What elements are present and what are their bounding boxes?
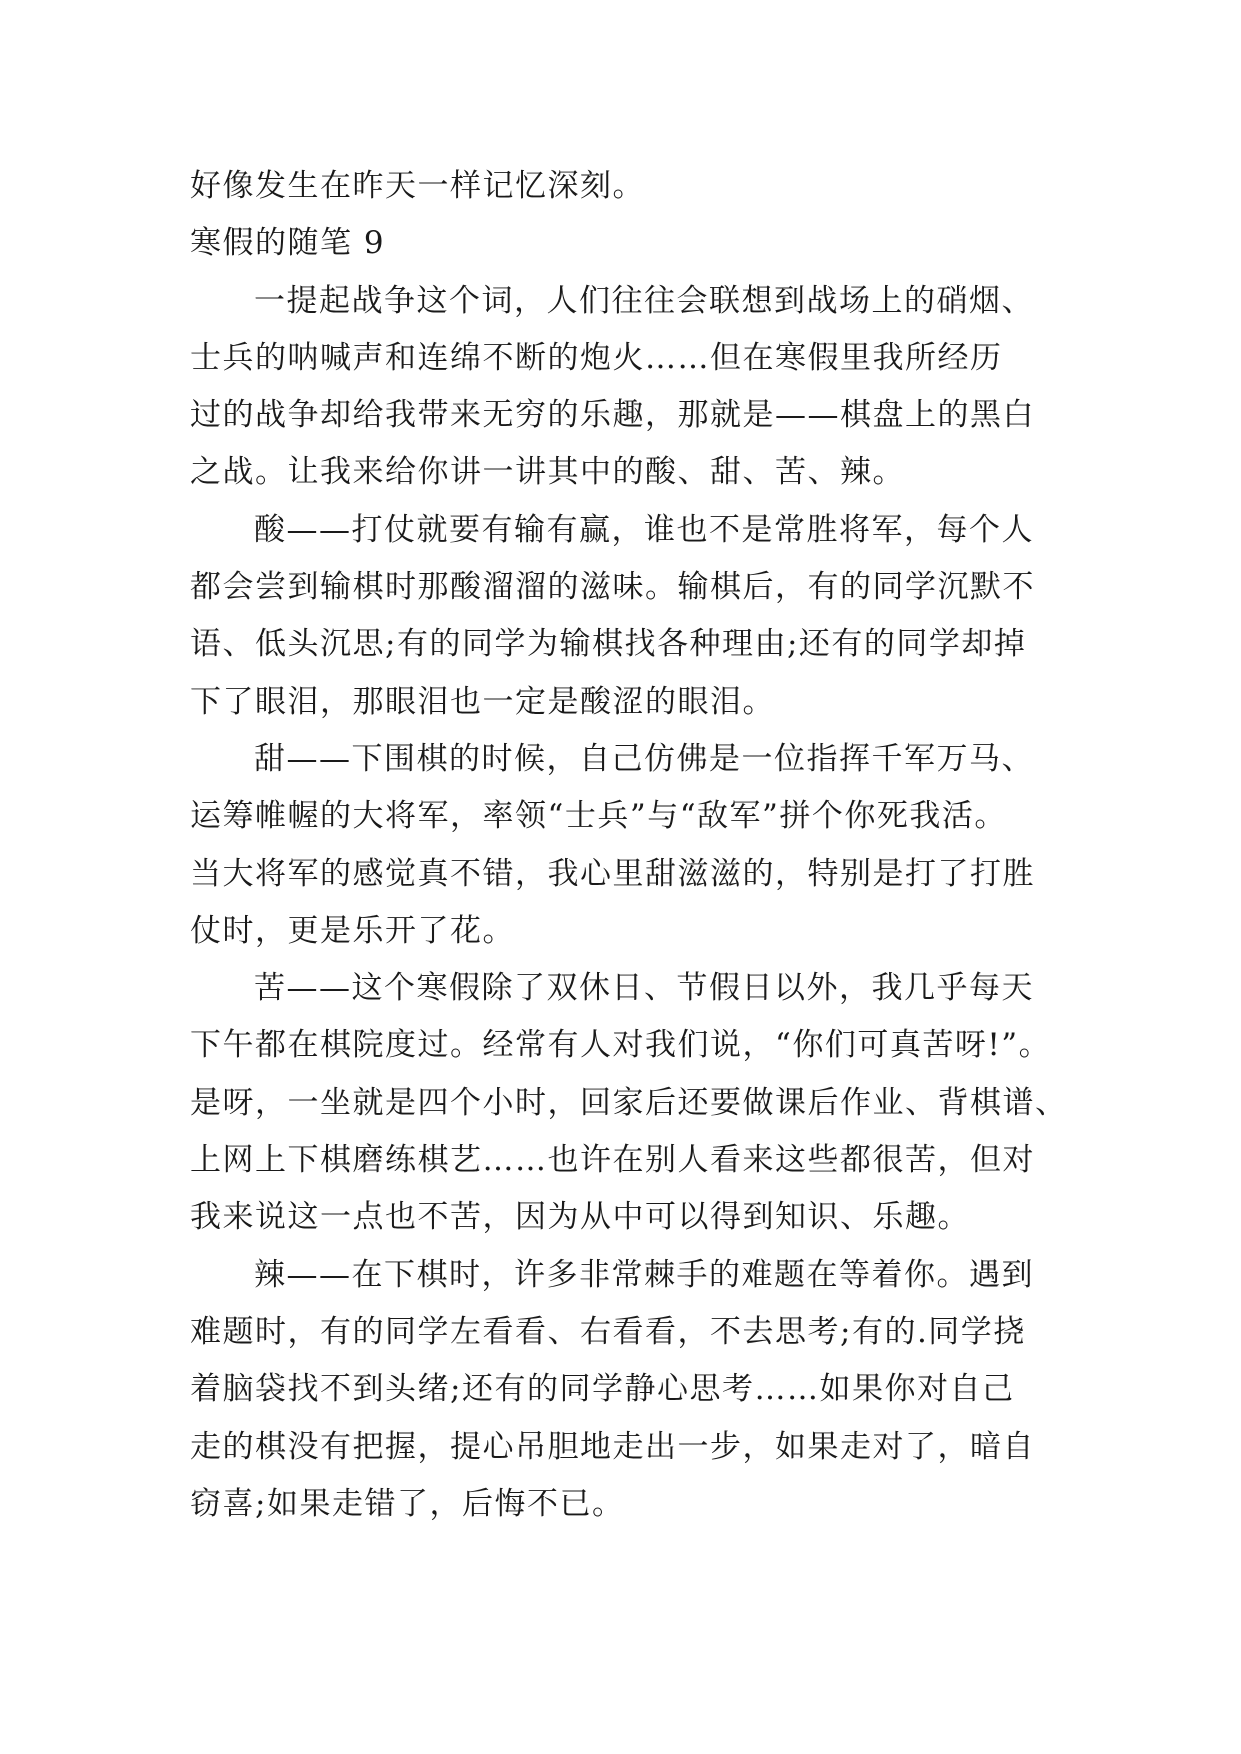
- text-line: 过的战争却给我带来无穷的乐趣，那就是——棋盘上的黑白: [190, 397, 1035, 434]
- paragraph-first-line: 酸——打仗就要有输有赢，谁也不是常胜将军，每个人: [254, 511, 1034, 548]
- text-line: 当大将军的感觉真不错，我心里甜滋滋的，特别是打了打胜: [190, 855, 1035, 892]
- paragraph-first-line: 苦——这个寒假除了双休日、节假日以外，我几乎每天: [254, 970, 1034, 1007]
- text-line: 我来说这一点也不苦，因为从中可以得到知识、乐趣。: [190, 1199, 970, 1236]
- section-heading: 寒假的随笔 9: [190, 225, 386, 262]
- paragraph-first-line: 甜——下围棋的时候，自己仿佛是一位指挥千军万马、: [254, 740, 1034, 777]
- text-line: 之战。让我来给你讲一讲其中的酸、甜、苦、辣。: [190, 454, 905, 491]
- text-line: 是呀，一坐就是四个小时，回家后还要做课后作业、背棋谱、: [190, 1084, 1068, 1121]
- text-line: 下午都在棋院度过。经常有人对我们说，“你们可真苦呀!”。: [190, 1027, 1052, 1064]
- document-body: [190, 158, 1068, 1533]
- text-line: 语、低头沉思;有的同学为输棋找各种理由;还有的同学却掉: [190, 626, 1027, 663]
- text-line: 上网上下棋磨练棋艺……也许在别人看来这些都很苦，但对: [190, 1142, 1035, 1179]
- text-line: 好像发生在昨天一样记忆深刻。: [190, 168, 645, 204]
- paragraph-first-line: 辣——在下棋时，许多非常棘手的难题在等着你。遇到: [254, 1256, 1034, 1293]
- text-line: 运筹帷幄的大将军，率领“士兵”与“敌军”拼个你死我活。: [190, 798, 1007, 835]
- text-line: 着脑袋找不到头绪;还有的同学静心思考……如果你对自己: [190, 1371, 1015, 1408]
- text-line: 走的棋没有把握，提心吊胆地走出一步，如果走对了，暗自: [190, 1428, 1035, 1465]
- text-line: 都会尝到输棋时那酸溜溜的滋味。输棋后，有的同学沉默不: [190, 569, 1035, 606]
- text-line: 窃喜;如果走错了，后悔不已。: [190, 1485, 625, 1522]
- paragraph-first-line: 一提起战争这个词，人们往往会联想到战场上的硝烟、: [254, 282, 1034, 319]
- text-line: 下了眼泪，那眼泪也一定是酸涩的眼泪。: [190, 683, 775, 720]
- text-line: 难题时，有的同学左看看、右看看，不去思考;有的.同学挠: [190, 1313, 1026, 1350]
- text-line: 士兵的呐喊声和连绵不断的炮火……但在寒假里我所经历: [190, 339, 1003, 376]
- text-line: 仗时，更是乐开了花。: [190, 912, 515, 949]
